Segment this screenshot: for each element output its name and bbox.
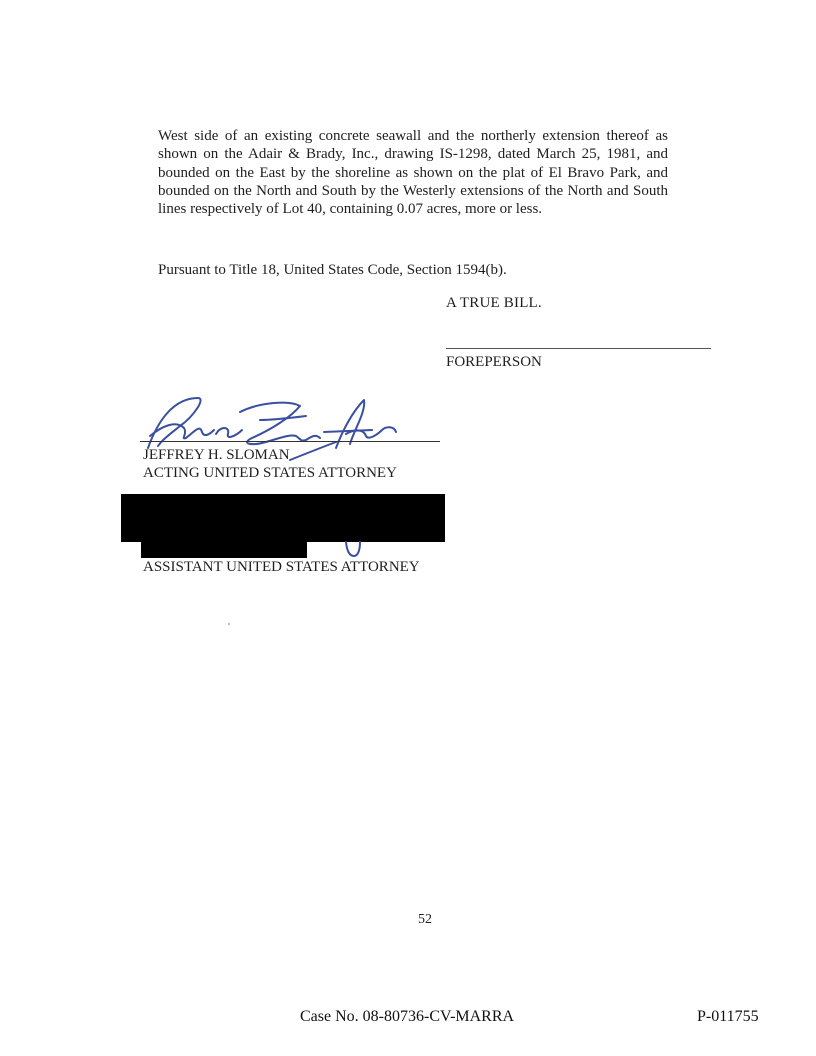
redaction-block-name (141, 542, 307, 558)
true-bill-label: A TRUE BILL. (446, 295, 542, 311)
property-description-paragraph: West side of an existing concrete seawall and the northerly extension thereof as shown on the Adair & Brady, Inc., drawing IS-1298, dated March 25, 1981, and bounded on the East by the shoreline as shown on the plat of El Bravo Park, and bounded on the North and South by the Westerly extensions of the North and South lines respectively of Lot 40, containing 0.07 acres, more or less. (158, 128, 668, 218)
ausa-title: ASSISTANT UNITED STATES ATTORNEY (143, 559, 420, 575)
page-number: 52 (418, 912, 432, 927)
pursuant-statute-line: Pursuant to Title 18, United States Code, Section 1594(b). (158, 262, 507, 278)
attorney-signature-line (140, 441, 440, 442)
bates-number-footer: P-011755 (697, 1008, 759, 1025)
redaction-block (121, 494, 445, 542)
case-number-footer: Case No. 08-80736-CV-MARRA (300, 1008, 515, 1025)
scan-speck (228, 623, 230, 625)
attorney-name: JEFFREY H. SLOMAN (143, 447, 290, 463)
foreperson-signature-line (446, 348, 711, 349)
attorney-title: ACTING UNITED STATES ATTORNEY (143, 465, 397, 481)
foreperson-label: FOREPERSON (446, 354, 542, 370)
ausa-signature-fragment (338, 540, 368, 560)
